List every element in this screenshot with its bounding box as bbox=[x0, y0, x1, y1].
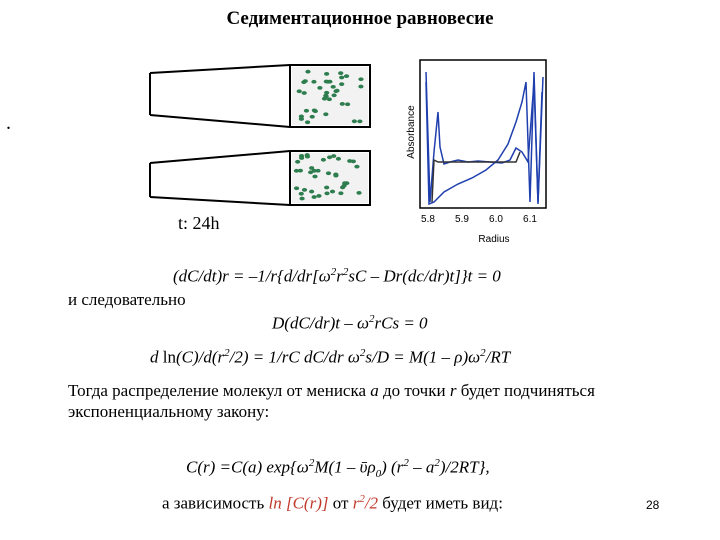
para-text-3: будет подчиняться экспоненциальному закону: bbox=[68, 381, 595, 421]
particle bbox=[356, 191, 361, 195]
centrifuge-tube-top bbox=[150, 65, 370, 127]
eq3-ln: ln bbox=[162, 347, 176, 367]
eq4-sup-3: 2 bbox=[434, 457, 440, 469]
particle bbox=[305, 153, 310, 157]
particle bbox=[303, 79, 308, 83]
particle bbox=[342, 181, 347, 185]
final-half: /2 bbox=[364, 493, 379, 513]
eq3-part-a: d bbox=[150, 347, 163, 367]
final-line bbox=[162, 493, 503, 514]
eq3-part-c: (C)/d(r bbox=[175, 347, 225, 367]
particle bbox=[311, 80, 316, 84]
particle bbox=[327, 155, 332, 159]
particle bbox=[333, 174, 338, 178]
particle bbox=[324, 72, 329, 76]
eq1-part-e: sC – Dr(dc/dr)t]}t = 0 bbox=[348, 266, 501, 286]
eq3-sup-3: 2 bbox=[480, 347, 486, 359]
equation-1 bbox=[173, 266, 501, 287]
particle bbox=[304, 109, 309, 113]
final-text-1: а зависимость bbox=[162, 493, 269, 513]
centrifuge-tubes-figure bbox=[140, 55, 380, 215]
equation-2 bbox=[272, 313, 428, 334]
eq4-sup-1: 2 bbox=[308, 457, 315, 469]
equation-4 bbox=[186, 457, 490, 480]
bullet-dot: . bbox=[6, 112, 11, 134]
eq3-part-i: /RT bbox=[485, 347, 511, 367]
particle bbox=[305, 70, 310, 74]
eq4-part-g: – a bbox=[408, 457, 435, 477]
final-text-2: от bbox=[328, 493, 353, 513]
absorbance-plot bbox=[398, 52, 558, 247]
page-number: 28 bbox=[646, 498, 660, 512]
particle bbox=[298, 169, 303, 173]
particle bbox=[317, 86, 322, 90]
time-label: t: 24h bbox=[178, 213, 220, 233]
particle bbox=[357, 119, 362, 123]
eq3-part-e: /2) = 1/rC dC/dr ω bbox=[229, 347, 360, 367]
particle bbox=[338, 71, 343, 75]
particle bbox=[324, 191, 329, 195]
particle bbox=[334, 89, 339, 93]
particle bbox=[312, 169, 317, 173]
particle bbox=[299, 156, 304, 160]
eq2-part-a: D(dC/dr)t – ω bbox=[272, 313, 370, 333]
eq4-sub: 0 bbox=[375, 468, 382, 481]
particle bbox=[321, 158, 326, 162]
eq4-part-e: ) (r bbox=[381, 457, 404, 477]
eq3-sup-2: 2 bbox=[359, 347, 366, 359]
x-tick-labels bbox=[421, 214, 537, 225]
x-tick-label: 5.9 bbox=[455, 214, 469, 225]
distribution-paragraph bbox=[68, 380, 628, 422]
eq3-part-g: s/D = M(1 – ρ)ω bbox=[365, 347, 481, 367]
particle bbox=[345, 102, 350, 106]
particle bbox=[340, 102, 345, 106]
particle bbox=[352, 119, 357, 123]
eq2-sup: 2 bbox=[369, 313, 375, 325]
particle bbox=[312, 108, 317, 112]
x-tick-label: 6.1 bbox=[523, 214, 537, 225]
eq4-part-a: C(r) =C(a) exp{ω bbox=[186, 457, 309, 477]
x-tick-label: 5.8 bbox=[421, 214, 435, 225]
particle bbox=[312, 175, 317, 179]
y-axis-label: Absorbance bbox=[406, 105, 417, 159]
particle bbox=[302, 188, 307, 192]
particle bbox=[297, 89, 302, 93]
particle bbox=[358, 77, 363, 81]
particle bbox=[324, 186, 329, 190]
particle bbox=[358, 85, 363, 89]
para-var-r: r bbox=[449, 381, 457, 400]
particle bbox=[305, 120, 310, 124]
eq4-part-c: M(1 – ῡρ bbox=[314, 457, 376, 477]
particle bbox=[339, 76, 344, 80]
x-tick-label: 6.0 bbox=[489, 214, 503, 225]
particle bbox=[326, 171, 331, 175]
particle bbox=[347, 159, 352, 163]
eq1-part-a: (dC/dt)r = –1/r{d/dr[ω bbox=[173, 266, 331, 286]
equation-3 bbox=[150, 347, 510, 368]
x-axis-label: Radius bbox=[478, 234, 510, 245]
particle bbox=[299, 192, 304, 196]
particle bbox=[325, 80, 330, 84]
particle bbox=[312, 195, 317, 199]
particle bbox=[339, 82, 344, 86]
particle bbox=[316, 194, 321, 198]
particle bbox=[332, 93, 337, 97]
para-text-2: до точки bbox=[378, 381, 450, 400]
para-text-1: Тогда распределение молекул от мениска bbox=[68, 381, 371, 400]
eq1-sup-2: 2 bbox=[342, 266, 349, 278]
final-sup: 2 bbox=[359, 493, 365, 505]
particle bbox=[302, 91, 307, 95]
particle bbox=[331, 85, 336, 89]
particle bbox=[309, 190, 314, 194]
particle bbox=[327, 97, 332, 101]
eq3-sup-1: 2 bbox=[224, 347, 230, 359]
eq1-part-c: r bbox=[336, 266, 343, 286]
particle bbox=[299, 117, 304, 121]
para-var-a: a bbox=[370, 381, 379, 400]
particle bbox=[310, 115, 315, 119]
final-ln-expr: ln [C(r)] bbox=[268, 493, 329, 513]
particle bbox=[344, 74, 349, 78]
particle bbox=[336, 157, 341, 161]
final-r-var: r bbox=[352, 493, 360, 513]
particle bbox=[330, 190, 335, 194]
consequently-text: и следовательно bbox=[68, 290, 186, 309]
eq1-sup-1: 2 bbox=[330, 266, 337, 278]
eq4-sup-2: 2 bbox=[403, 457, 409, 469]
particle bbox=[299, 197, 304, 201]
particle bbox=[294, 186, 299, 190]
eq2-part-c: rCs = 0 bbox=[374, 313, 428, 333]
particle bbox=[354, 165, 359, 169]
particle bbox=[295, 160, 300, 164]
page-title: Седиментационное равновесие bbox=[226, 8, 494, 29]
particle bbox=[324, 91, 329, 95]
final-text-3: будет иметь вид: bbox=[378, 493, 503, 513]
particle bbox=[338, 191, 343, 195]
particle bbox=[323, 112, 328, 116]
eq4-part-i: )/2RT}, bbox=[439, 457, 490, 477]
